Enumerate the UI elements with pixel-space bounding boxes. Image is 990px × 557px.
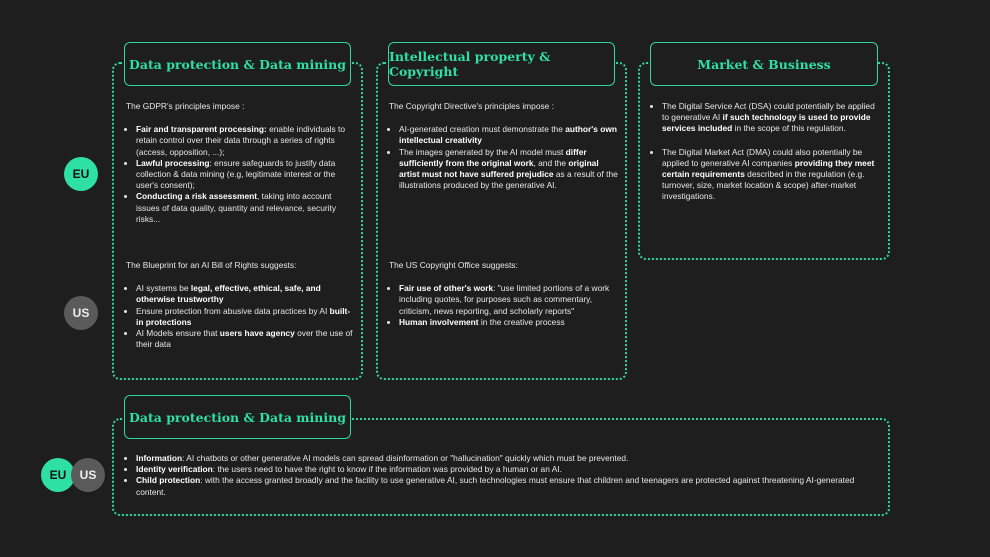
market-section bbox=[652, 101, 880, 203]
list-item: • Fair use of other's work: "use limited portions of a work including quotes, for purposes such as commentary, criticism, news reporting, and scholarly reports" bbox=[399, 283, 619, 317]
ai-bill-section bbox=[126, 260, 354, 350]
data-protection-title: Data protection & Data mining bbox=[124, 42, 351, 86]
list-item: • The Digital Service Act (DSA) could potentially be applied to generative AI if such technology is used to provide services included in the scope of this regulation. bbox=[662, 101, 880, 135]
list-item: • The Digital Market Act (DMA) could also potentially be applied to generative AI companies providing they meet certain requirements described in the regulation (e.g. turnover, size, market location & scope) after-market investigations. bbox=[662, 147, 880, 203]
us-copyright-intro: The US Copyright Office suggests: bbox=[389, 260, 518, 270]
list-item: • The images generated by the AI model must differ sufficiently from the original work, and the original artist must not have suffered prejudice as a result of the illustrations produced by the generative AI. bbox=[399, 147, 619, 192]
us-badge: US bbox=[64, 296, 98, 330]
list-item: • AI systems be legal, effective, ethical, safe, and otherwise trustworthy bbox=[136, 283, 354, 305]
us-badge-bottom: US bbox=[71, 458, 105, 492]
market-title: Market & Business bbox=[650, 42, 878, 86]
us-copyright-section bbox=[389, 260, 619, 328]
list-item: • Information: AI chatbots or other generative AI models can spread disinformation or "hallucination" quickly which must be prevented. bbox=[136, 453, 876, 464]
list-item: • AI Models ensure that users have agency over the use of their data bbox=[136, 328, 354, 350]
list-item: • Human involvement in the creative process bbox=[399, 317, 619, 328]
list-item: • Conducting a risk assessment, taking into account issues of data quality, quantity and relevance, security risks... bbox=[136, 191, 354, 225]
list-item: • Fair and transparent processing: enable individuals to retain control over their data through a series of rights (access, opposition, ...); bbox=[136, 124, 354, 158]
eu-badge-bottom: EU bbox=[41, 458, 75, 492]
eu-badge: EU bbox=[64, 157, 98, 191]
ai-bill-intro: The Blueprint for an AI Bill of Rights suggests: bbox=[126, 260, 297, 270]
list-item: • Ensure protection from abusive data practices by AI built-in protections bbox=[136, 306, 354, 328]
copyright-directive-section bbox=[389, 101, 619, 191]
gdpr-section bbox=[126, 101, 354, 225]
gdpr-intro: The GDPR's principles impose : bbox=[126, 101, 245, 111]
bottom-title: Data protection & Data mining bbox=[124, 395, 351, 439]
list-item: • Child protection: with the access granted broadly and the facility to use generative AI, such technologies must ensure that children and teenagers are protected against threatening AI-generated content. bbox=[136, 475, 876, 497]
copyright-intro: The Copyright Directive's principles impose : bbox=[389, 101, 554, 111]
copyright-title: Intellectual property & Copyright bbox=[388, 42, 615, 86]
bottom-section bbox=[126, 453, 876, 498]
list-item: • Identity verification: the users need to have the right to know if the information was provided by a human or an AI. bbox=[136, 464, 876, 475]
list-item: • AI-generated creation must demonstrate the author's own intellectual creativity bbox=[399, 124, 619, 146]
list-item: • Lawful processing: ensure safeguards to justify data collection & data mining (e.g, legitimate interest or the user's consent); bbox=[136, 158, 354, 192]
